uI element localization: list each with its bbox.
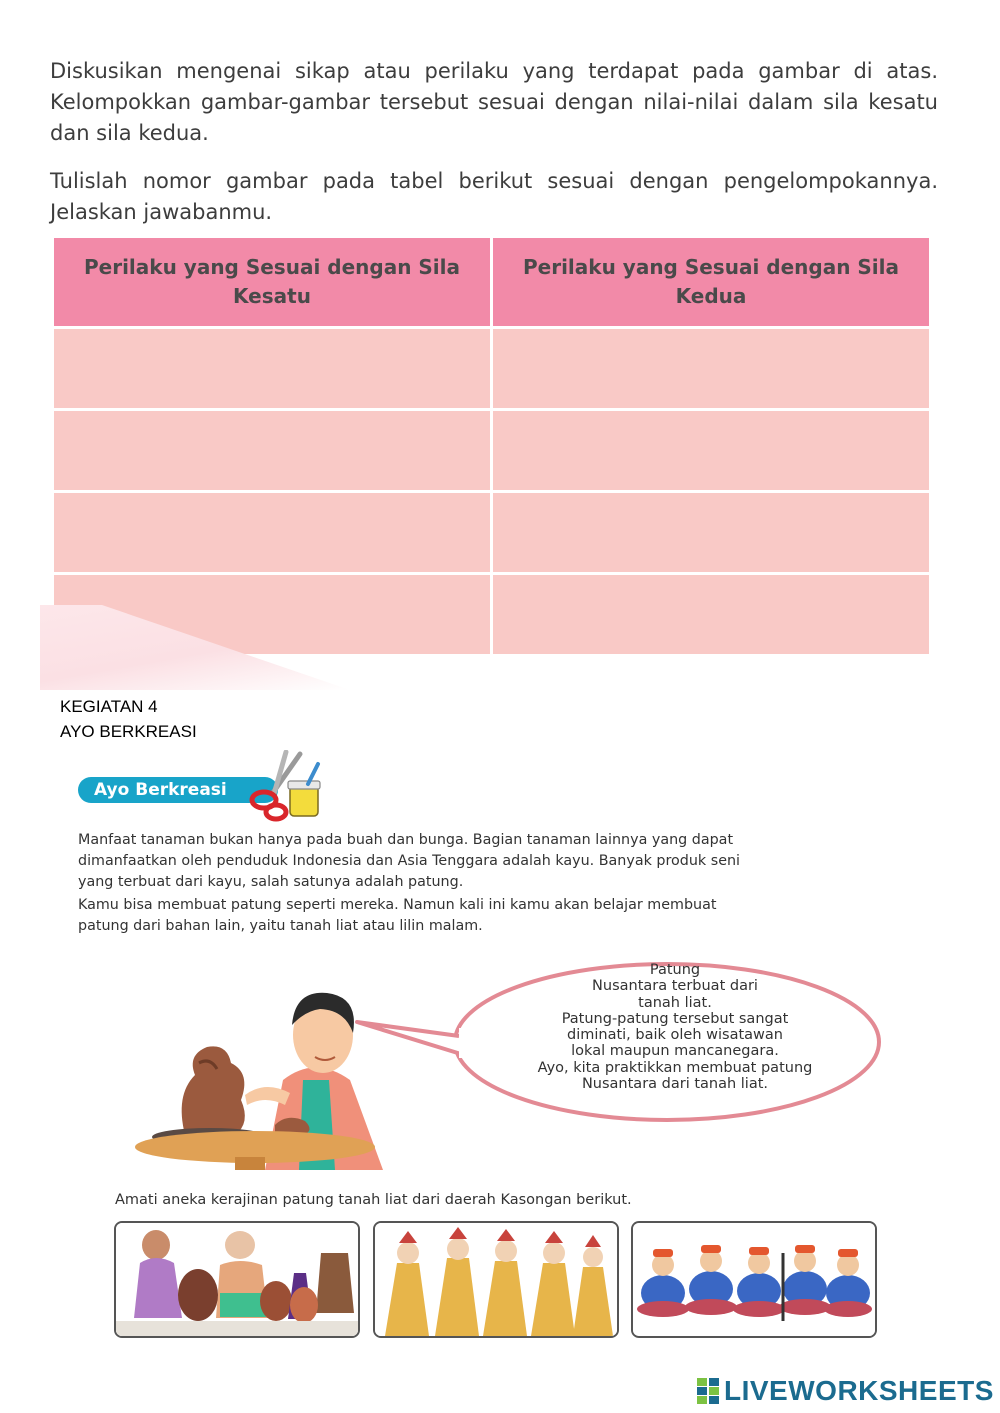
table-cell[interactable] (53, 410, 492, 492)
table-cell[interactable] (492, 410, 931, 492)
clay-figures-icon (116, 1223, 358, 1336)
header-sila-kesatu: Perilaku yang Sesuai dengan Sila Kesatu (53, 238, 492, 328)
speech-line: tanah liat. (638, 994, 712, 1011)
answer-input-r2-c2[interactable] (493, 411, 929, 490)
table-cell[interactable] (492, 492, 931, 574)
answer-input-r2-c1[interactable] (54, 411, 490, 490)
speech-line: lokal maupun mancanegara. (571, 1043, 779, 1060)
speech-line: Patung (649, 962, 701, 978)
liveworksheets-logo-icon (696, 1377, 720, 1405)
speech-line: diminati, baik oleh wisatawan (567, 1027, 783, 1044)
answer-table (51, 238, 932, 657)
answer-input-r1-c2[interactable] (493, 329, 929, 408)
liveworksheets-brand (696, 1374, 994, 1408)
speech-line: Nusantara dari tanah liat. (581, 1076, 769, 1093)
table-cell[interactable] (53, 328, 492, 410)
statue-picture-2 (373, 1221, 619, 1338)
table-cell[interactable] (53, 492, 492, 574)
musician-figures-icon (633, 1223, 875, 1336)
table-cell[interactable] (492, 574, 931, 656)
body-paragraph-2: Kamu bisa membuat patung seperti mereka. Namun kali ini kamu akan belajar membuat patung dari bahan lain, yaitu tanah liat atau lilin malam. (78, 897, 717, 934)
body-paragraph-1: Manfaat tanaman bukan hanya pada buah dan bunga. Bagian tanaman lainnya yang dapat dimanfaatkan oleh penduduk Indonesia dan Asia Tenggara adalah kayu. Banyak produk seni yang terbuat dari kayu, salah satunya adalah patung. (78, 832, 741, 890)
answer-input-r3-c1[interactable] (54, 493, 490, 572)
answer-input-r1-c1[interactable] (54, 329, 490, 408)
speech-line: Nusantara terbuat dari (592, 978, 758, 995)
table-row (53, 328, 931, 410)
instruction-paragraph-1: Diskusikan mengenai sikap atau perilaku yang terdapat pada gambar di atas. Kelompokkan gambar-gambar tersebut sesuai dengan nilai-nilai dalam sila kesatu dan sila kedua. (50, 59, 938, 145)
table-header-row (53, 238, 931, 328)
header-sila-kedua: Perilaku yang Sesuai dengan Sila Kedua (492, 238, 931, 328)
table-row (53, 492, 931, 574)
ayo-berkreasi-badge: Ayo Berkreasi (78, 777, 278, 803)
speech-line: Ayo, kita praktikkan membuat patung (537, 1059, 813, 1076)
statue-picture-1 (114, 1221, 360, 1338)
activity-title: AYO BERKREASI (60, 722, 197, 741)
brand-text: LIVEWORKSHEETS (724, 1375, 994, 1406)
activity-number: KEGIATAN 4 (60, 697, 158, 716)
observe-instruction: Amati aneka kerajinan patung tanah liat dari daerah Kasongan berikut. (115, 1192, 632, 1208)
potter-illustration (115, 985, 385, 1170)
table-cell[interactable] (492, 328, 931, 410)
speech-line: Patung-patung tersebut sangat (561, 1010, 789, 1027)
instruction-paragraph-2: Tulislah nomor gambar pada tabel berikut sesuai dengan pengelompokannya. Jelaskan jawabanmu. (50, 169, 938, 224)
speech-text (470, 962, 880, 1092)
answer-input-r3-c2[interactable] (493, 493, 929, 572)
scissors-glue-icon (238, 750, 328, 822)
statue-picture-3 (631, 1221, 877, 1338)
dancer-figures-icon (375, 1223, 617, 1336)
answer-input-r4-c2[interactable] (493, 575, 929, 654)
table-row (53, 410, 931, 492)
